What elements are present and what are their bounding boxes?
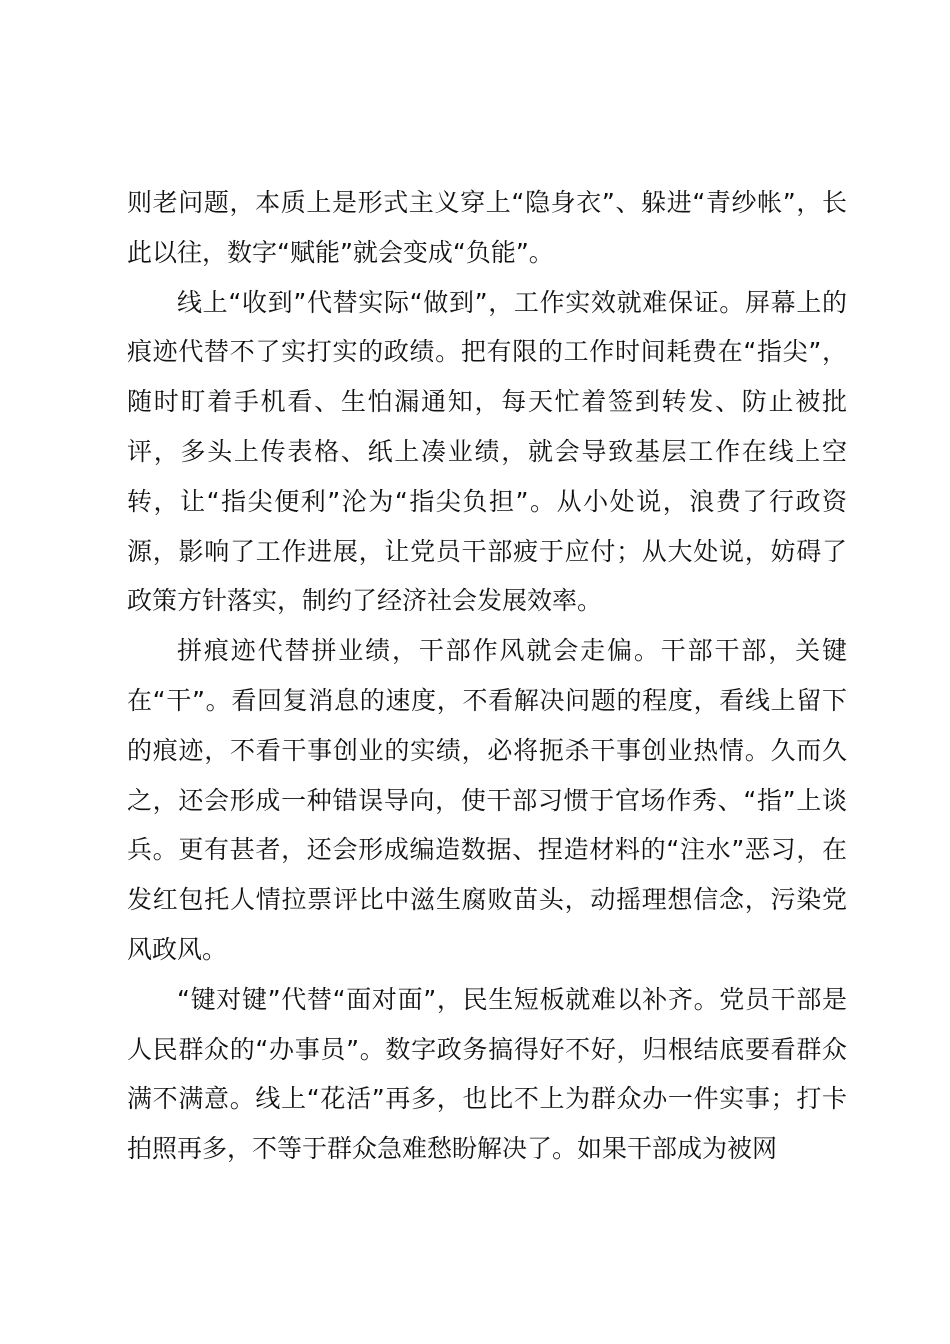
body-text [127, 178, 847, 1174]
paragraph-continuation: 则老问题，本质上是形式主义穿上“隐身衣”、躲进“青纱帐”，长此以往，数字“赋能”就会变成“负能”。 [127, 188, 847, 267]
paragraph-key-to-key: “键对键”代替“面对面”，民生短板就难以补齐。党员干部是人民群众的“办事员”。数字政务搞得好不好，归根结底要看群众满不满意。线上“花活”再多，也比不上为群众办一件实事；打卡拍照再多，不等于群众急难愁盼解决了。如果干部成为被网 [127, 984, 847, 1164]
paragraph-online-received: 线上“收到”代替实际“做到”，工作实效就难保证。屏幕上的痕迹代替不了实打实的政绩。把有限的工作时间耗费在“指尖”，随时盯着手机看、生怕漏通知，每天忙着签到转发、防止被批评，多头上传表格、纸上凑业绩，就会导致基层工作在线上空转，让“指尖便利”沦为“指尖负担”。从小处说，浪费了行政资源，影响了工作进展，让党员干部疲于应付；从大处说，妨碍了政策方针落实，制约了经济社会发展效率。 [127, 287, 847, 616]
paragraph-traces-vs-performance: 拼痕迹代替拼业绩，干部作风就会走偏。干部干部，关键在“干”。看回复消息的速度，不看解决问题的程度，看线上留下的痕迹，不看干事创业的实绩，必将扼杀干事创业热情。久而久之，还会形成一种错误导向，使干部习惯于官场作秀、“指”上谈兵。更有甚者，还会形成编造数据、捏造材料的“注水”恶习，在发红包托人情拉票评比中滋生腐败苗头，动摇理想信念，污染党风政风。 [127, 636, 847, 964]
